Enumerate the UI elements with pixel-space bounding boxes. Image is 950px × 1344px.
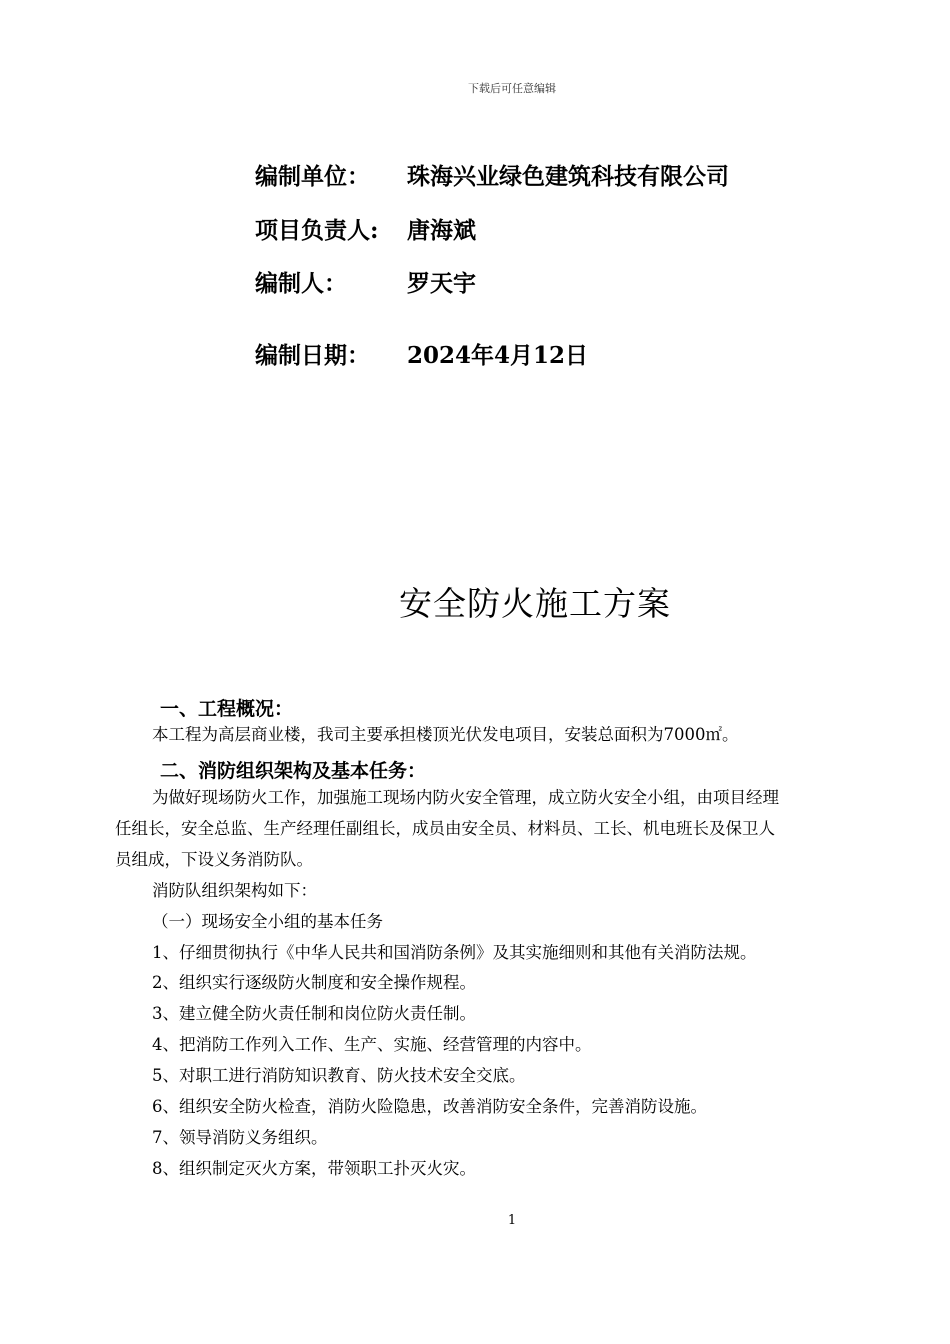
meta-row-date [255, 337, 588, 370]
list-item: 4、把消防工作列入工作、生产、实施、经营管理的内容中。 [152, 1035, 592, 1054]
meta-value: 罗天宇 [407, 270, 476, 297]
meta-value: 2024年4月12日 [407, 342, 589, 369]
meta-row-leader [255, 212, 476, 245]
org-intro: 消防队组织架构如下： [152, 881, 317, 900]
list-item: 2、组织实行逐级防火制度和安全操作规程。 [152, 973, 476, 992]
meta-value: 珠海兴业绿色建筑科技有限公司 [407, 163, 729, 190]
list-item: 6、组织安全防火检查，消防火险隐患，改善消防安全条件，完善消防设施。 [152, 1097, 707, 1116]
meta-label: 编制单位： [255, 163, 370, 190]
meta-value: 唐海斌 [407, 217, 476, 244]
paragraph-line: 任组长，安全总监、生产经理任副组长，成员由安全员、材料员、工长、机电班长及保卫人 [115, 819, 775, 838]
document-title: 安全防火施工方案 [399, 584, 671, 623]
list-item: 3、建立健全防火责任制和岗位防火责任制。 [152, 1004, 476, 1023]
overview-text: 本工程为高层商业楼，我司主要承担楼顶光伏发电项目，安装总面积为7000㎡。 [152, 725, 739, 744]
header-note: 下载后可任意编辑 [468, 82, 556, 95]
meta-label: 项目负责人: [255, 217, 379, 244]
page-number: 1 [507, 1213, 517, 1228]
paragraph-line: 员组成，下设义务消防队。 [115, 850, 313, 869]
meta-row-author [255, 265, 476, 298]
list-item: 7、领导消防义务组织。 [152, 1128, 328, 1147]
list-item: 8、组织制定灭火方案，带领职工扑灭火灾。 [152, 1159, 476, 1178]
section-heading-overview: 一、工程概况： [160, 698, 294, 720]
list-item: 5、对职工进行消防知识教育、防火技术安全交底。 [152, 1066, 526, 1085]
section-heading-fire-org: 二、消防组织架构及基本任务： [160, 760, 427, 782]
meta-label: 编制日期： [255, 342, 370, 369]
meta-row-unit [255, 158, 729, 191]
meta-label: 编制人： [255, 270, 347, 297]
list-item: 1、仔细贯彻执行《中华人民共和国消防条例》及其实施细则和其他有关消防法规。 [152, 943, 757, 962]
paragraph-line: 为做好现场防火工作，加强施工现场内防火安全管理，成立防火安全小组，由项目经理 [152, 788, 779, 807]
sub-heading: （一）现场安全小组的基本任务 [152, 912, 383, 931]
